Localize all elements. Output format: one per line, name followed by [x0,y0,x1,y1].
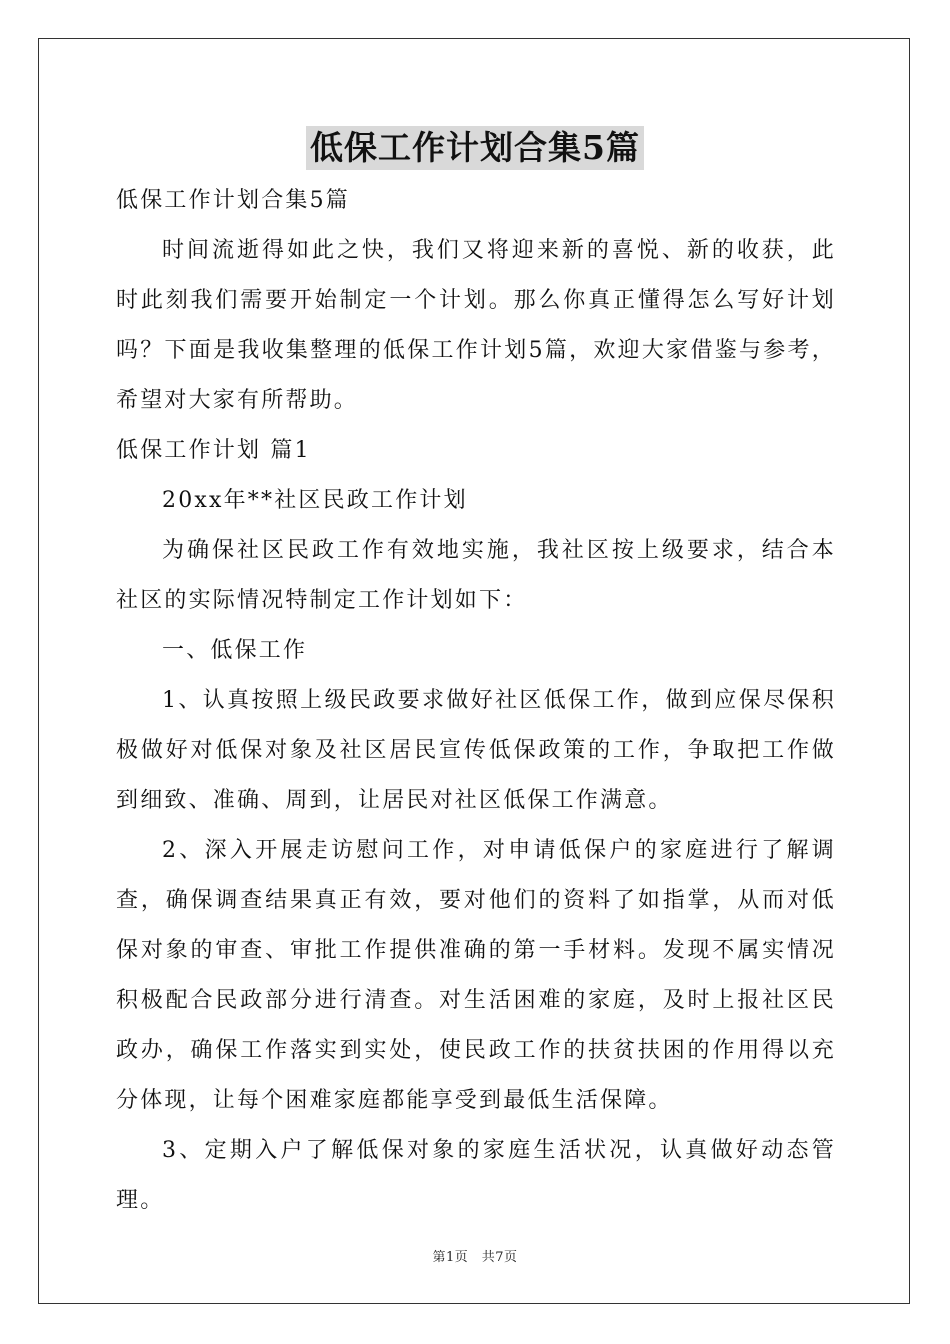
document-title: 低保工作计划合集5篇 [306,126,644,170]
item-1-paragraph: 1、认真按照上级民政要求做好社区低保工作，做到应保尽保积极做好对低保对象及社区居民宣传低保政策的工作，争取把工作做到细致、准确、周到，让居民对社区低保工作满意。 [116,688,836,813]
section-heading: 低保工作计划 篇1 [116,438,311,463]
title-wrap [0,126,950,170]
purpose-paragraph: 为确保社区民政工作有效地实施，我社区按上级要求，结合本社区的实际情况特制定工作计划如下： [116,538,836,613]
item-3-paragraph: 3、定期入户了解低保对象的家庭生活状况，认真做好动态管理。 [116,1138,836,1213]
item-2-paragraph: 2、深入开展走访慰问工作，对申请低保户的家庭进行了解调查，确保调查结果真正有效，要对他们的资料了如指掌，从而对低保对象的审查、审批工作提供准确的第一手材料。发现不属实情况积极配合民政部分进行清查。对生活困难的家庭，及时上报社区民政办，确保工作落实到实处，使民政工作的扶贫扶困的作用得以充分体现，让每个困难家庭都能享受到最低生活保障。 [116,838,836,1113]
item-heading: 一、低保工作 [162,638,308,663]
plan-title: 20xx年**社区民政工作计划 [162,488,468,513]
document-body [116,176,836,1226]
document-subtitle: 低保工作计划合集5篇 [116,188,350,213]
intro-paragraph: 时间流逝得如此之快，我们又将迎来新的喜悦、新的收获，此时此刻我们需要开始制定一个计划。那么你真正懂得怎么写好计划吗？下面是我收集整理的低保工作计划5篇，欢迎大家借鉴与参考，希望对大家有所帮助。 [116,238,836,413]
page-footer: 第1页 共7页 [432,1250,518,1265]
